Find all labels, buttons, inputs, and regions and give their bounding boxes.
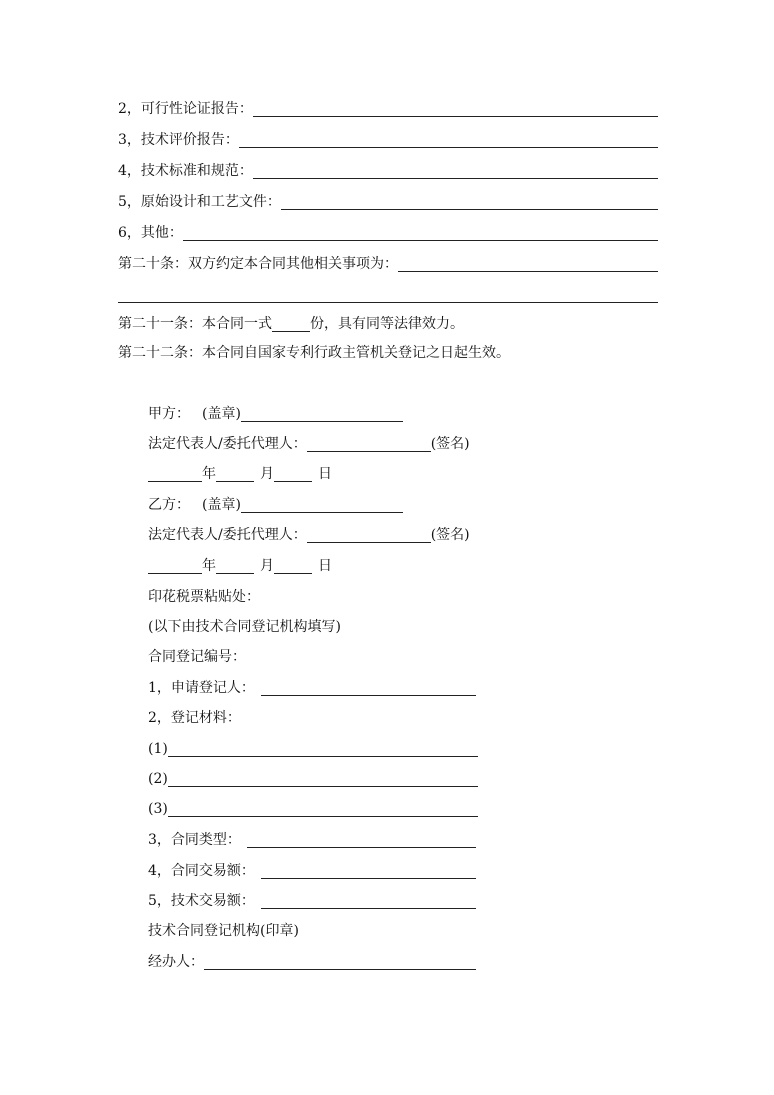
tech-amount <box>148 890 476 912</box>
attachment-item-5-label: 5，原始设计和工艺文件： <box>118 194 281 210</box>
copies-blank[interactable] <box>272 315 310 332</box>
materials <box>148 707 448 729</box>
party-b-rep <box>148 524 508 546</box>
material-1 <box>148 738 478 760</box>
party-b-seal-blank[interactable] <box>241 496 403 513</box>
attachment-item-6 <box>118 222 658 244</box>
attachment-item-3 <box>118 129 658 151</box>
party-a-year-blank[interactable] <box>148 465 202 482</box>
party-b-label: 乙方： <box>148 497 190 513</box>
party-a-year-label: 年 <box>202 466 216 482</box>
party-b-day-blank[interactable] <box>274 557 312 574</box>
party-b-seal-label: (盖章) <box>202 497 241 513</box>
party-a-rep-label: 法定代表人/委托代理人： <box>148 436 307 452</box>
party-a-day-label: 日 <box>318 466 332 482</box>
tech-amount-blank[interactable] <box>261 892 476 909</box>
party-a-seal <box>148 403 418 425</box>
attachment-item-2 <box>118 98 658 120</box>
attachment-item-2-label: 2，可行性论证报告： <box>118 101 253 117</box>
party-b-year-blank[interactable] <box>148 557 202 574</box>
stamp-area-label: 印花税票粘贴处： <box>148 589 260 605</box>
contract-type-label: 3，合同类型： <box>148 832 241 848</box>
registry-org <box>148 920 468 942</box>
materials-label: 2，登记材料： <box>148 710 241 726</box>
contract-type-blank[interactable] <box>247 831 476 848</box>
attachment-item-2-blank[interactable] <box>253 100 658 117</box>
material-2-blank[interactable] <box>168 770 478 787</box>
party-a-sign-label: (签名) <box>430 436 470 452</box>
attachment-item-5 <box>118 191 658 213</box>
material-3-label: (3) <box>148 801 168 817</box>
article-21-post: 份，具有同等法律效力。 <box>310 316 464 332</box>
article-20 <box>118 253 658 275</box>
registry-note <box>148 616 468 638</box>
article-20-continuation <box>118 284 658 306</box>
tech-amount-label: 5，技术交易额： <box>148 893 255 909</box>
handler-label: 经办人： <box>148 954 204 970</box>
party-b-rep-label: 法定代表人/委托代理人： <box>148 527 307 543</box>
party-a-rep <box>148 433 508 455</box>
registration-number <box>148 646 448 668</box>
material-2-label: (2) <box>148 771 168 787</box>
party-a-month-blank[interactable] <box>216 465 254 482</box>
handler-blank[interactable] <box>204 953 476 970</box>
party-b-month-label: 月 <box>260 558 274 574</box>
attachment-item-6-label: 6，其他： <box>118 225 183 241</box>
party-a-seal-blank[interactable] <box>241 405 403 422</box>
article-22-text: 第二十二条：本合同自国家专利行政主管机关登记之日起生效。 <box>118 345 510 361</box>
party-b-seal <box>148 494 418 516</box>
article-20-text: 第二十条：双方约定本合同其他相关事项为： <box>118 256 398 272</box>
party-a-date <box>148 463 368 485</box>
party-a-seal-label: (盖章) <box>202 406 241 422</box>
registration-number-label: 合同登记编号： <box>148 649 246 665</box>
party-a-month-label: 月 <box>260 466 274 482</box>
article-20-blank-2[interactable] <box>118 286 658 303</box>
party-b-year-label: 年 <box>202 558 216 574</box>
article-21 <box>118 313 658 335</box>
party-a-day-blank[interactable] <box>274 465 312 482</box>
article-20-blank[interactable] <box>398 255 658 272</box>
party-b-sign-label: (签名) <box>430 527 470 543</box>
party-b-month-blank[interactable] <box>216 557 254 574</box>
attachment-item-3-blank[interactable] <box>239 131 658 148</box>
material-3 <box>148 798 478 820</box>
attachment-item-3-label: 3，技术评价报告： <box>118 132 239 148</box>
registry-org-text: 技术合同登记机构(印章) <box>148 923 299 939</box>
contract-amount-blank[interactable] <box>261 862 476 879</box>
party-b-date <box>148 555 368 577</box>
contract-type <box>148 829 476 851</box>
party-b-rep-blank[interactable] <box>307 526 431 543</box>
party-a-rep-blank[interactable] <box>307 435 431 452</box>
material-2 <box>148 768 478 790</box>
applicant-blank[interactable] <box>261 679 476 696</box>
attachment-item-4-label: 4，技术标准和规范： <box>118 163 253 179</box>
applicant <box>148 677 476 699</box>
material-3-blank[interactable] <box>168 800 478 817</box>
material-1-label: (1) <box>148 741 168 757</box>
article-22 <box>118 342 678 364</box>
registry-note-text: (以下由技术合同登记机构填写) <box>148 619 341 635</box>
handler <box>148 951 476 973</box>
contract-amount <box>148 860 476 882</box>
material-1-blank[interactable] <box>168 740 478 757</box>
attachment-item-4-blank[interactable] <box>253 162 658 179</box>
party-b-day-label: 日 <box>318 558 332 574</box>
applicant-label: 1，申请登记人： <box>148 680 255 696</box>
article-21-pre: 第二十一条：本合同一式 <box>118 316 272 332</box>
contract-amount-label: 4，合同交易额： <box>148 863 255 879</box>
stamp-area <box>148 586 448 608</box>
attachment-item-5-blank[interactable] <box>281 193 658 210</box>
attachment-item-4 <box>118 160 658 182</box>
attachment-item-6-blank[interactable] <box>183 224 658 241</box>
party-a-label: 甲方： <box>148 406 190 422</box>
